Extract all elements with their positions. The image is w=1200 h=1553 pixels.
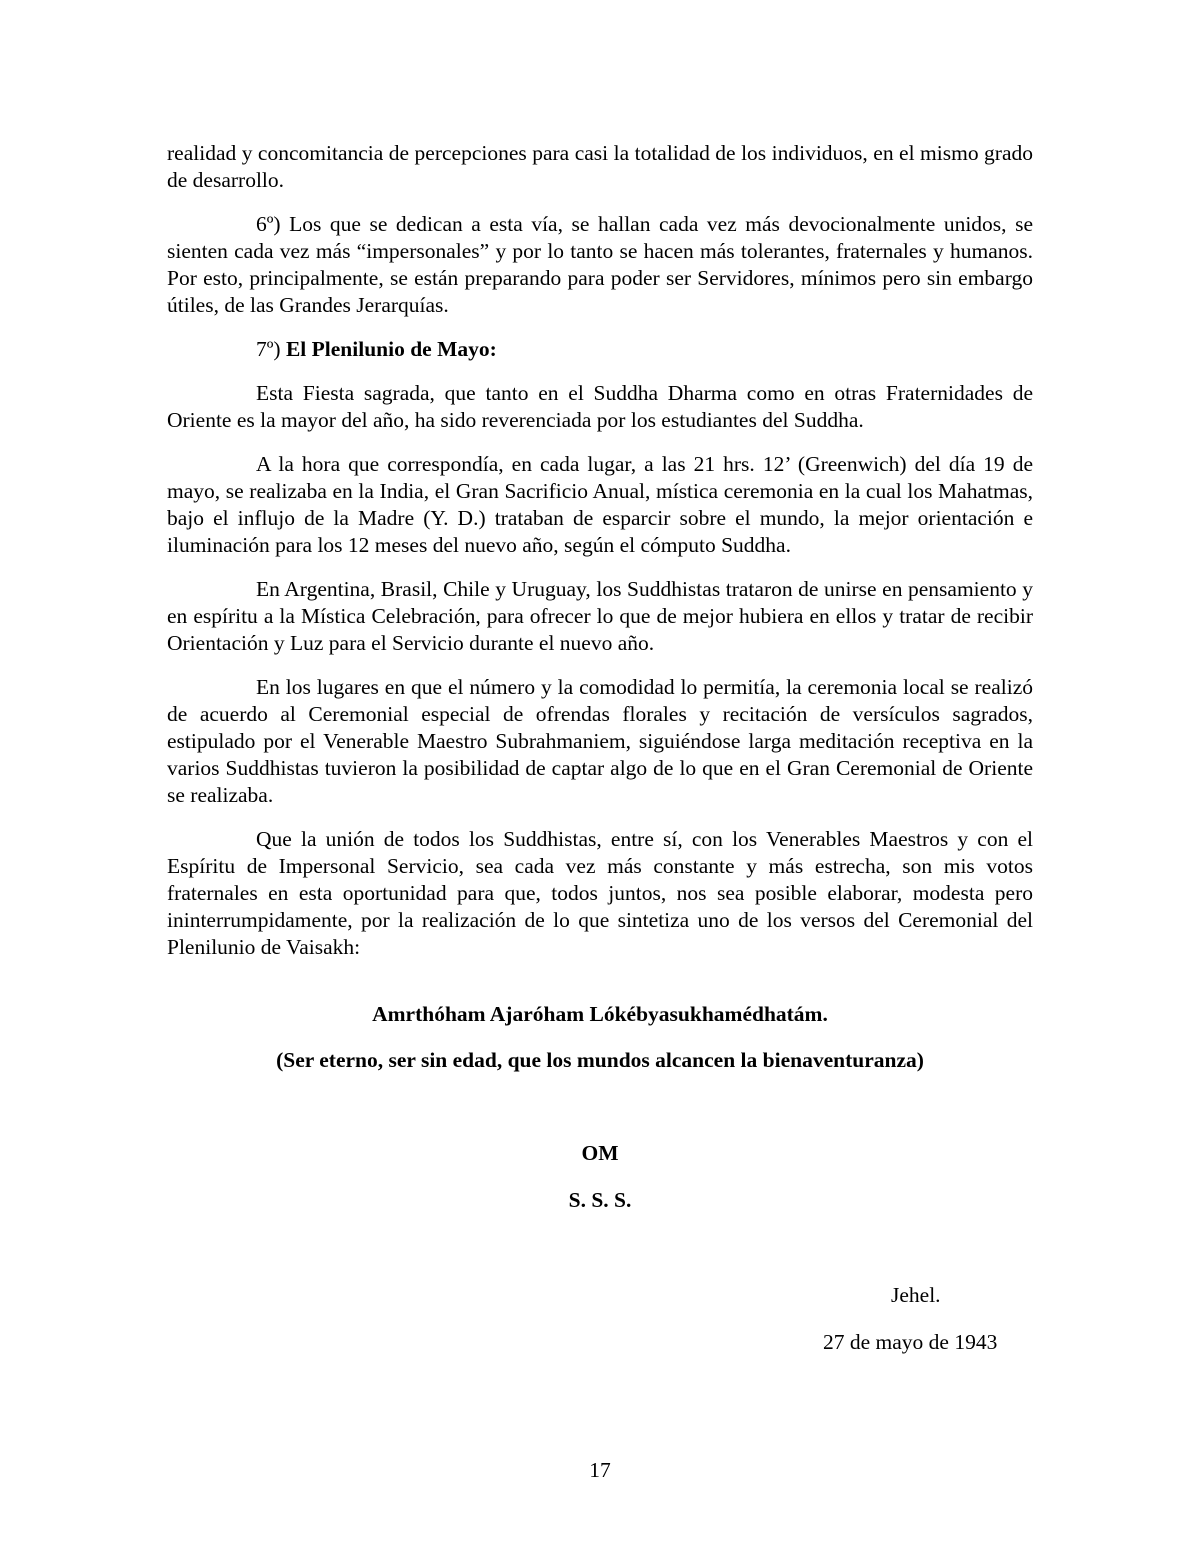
heading-number: 7º) xyxy=(256,337,286,361)
paragraph-6th-point: 6º) Los que se dedican a esta vía, se hallan cada vez más devocionalmente unidos, se sienten cada vez más “impersonales” y por lo tanto se hacen más tolerantes, fraternales y humanos. Por esto, principalmente, se están preparando para poder ser Servidores, mínimos pero sin embargo útiles, de las Grandes Jerarquías. xyxy=(167,212,1033,317)
om-line: OM xyxy=(581,1141,619,1165)
date-line: 27 de mayo de 1943 xyxy=(823,1330,998,1354)
paragraph-paises: En Argentina, Brasil, Chile y Uruguay, los Suddhistas trataron de unirse en pensamiento y en espíritu a la Mística Celebración, para ofrecer lo que de mejor hubiera en ellos y tratar de recibir Orientación y Luz para el Servicio durante el nuevo año. xyxy=(167,577,1033,655)
mantra-verse: Amrthóham Ajaróham Lókébyasukhamédhatám. xyxy=(372,1002,828,1026)
paragraph-1: realidad y concomitancia de percepciones para casi la totalidad de los individuos, en el mismo grado de desarrollo. xyxy=(167,141,1033,192)
paragraph-hora: A la hora que correspondía, en cada lugar, a las 21 hrs. 12’ (Greenwich) del día 19 de mayo, se realizaba en la India, el Gran Sacrificio Anual, mística ceremonia en la cual los Mahatmas, bajo el influjo de la Madre (Y. D.) trataban de esparcir sobre el mundo, la mejor orientación e iluminación para los 12 meses del nuevo año, según el cómputo Suddha. xyxy=(167,452,1033,557)
paragraph-union: Que la unión de todos los Suddhistas, entre sí, con los Venerables Maestros y con el Espíritu de Impersonal Servicio, sea cada vez más constante y más estrecha, son mis votos fraternales en esta oportunidad para que, todos juntos, nos sea posible elaborar, modesta pero ininterrumpidamente, por la realización de lo que sintetiza uno de los versos del Ceremonial del Plenilunio de Vaisakh: xyxy=(167,827,1033,959)
section-heading xyxy=(167,336,1033,363)
sss-line: S. S. S. xyxy=(568,1188,632,1212)
mantra-translation: (Ser eterno, ser sin edad, que los mundos alcancen la bienaventuranza) xyxy=(276,1048,924,1072)
document-body xyxy=(167,140,1033,1354)
paragraph-fiesta: Esta Fiesta sagrada, que tanto en el Suddha Dharma como en otras Fraternidades de Oriente es la mayor del año, ha sido reverenciada por los estudiantes del Suddha. xyxy=(167,381,1033,432)
signature: Jehel. xyxy=(891,1283,941,1307)
paragraph-lugares: En los lugares en que el número y la comodidad lo permitía, la ceremonia local se realizó de acuerdo al Ceremonial especial de ofrendas florales y recitación de versículos sagrados, estipulado por el Venerable Maestro Subrahmaniem, siguiéndose larga meditación receptiva en la varios Suddhistas tuvieron la posibilidad de captar algo de lo que en el Gran Ceremonial de Oriente se realizaba. xyxy=(167,675,1033,807)
page-number: 17 xyxy=(589,1458,611,1482)
heading-title: El Plenilunio de Mayo: xyxy=(285,337,497,361)
